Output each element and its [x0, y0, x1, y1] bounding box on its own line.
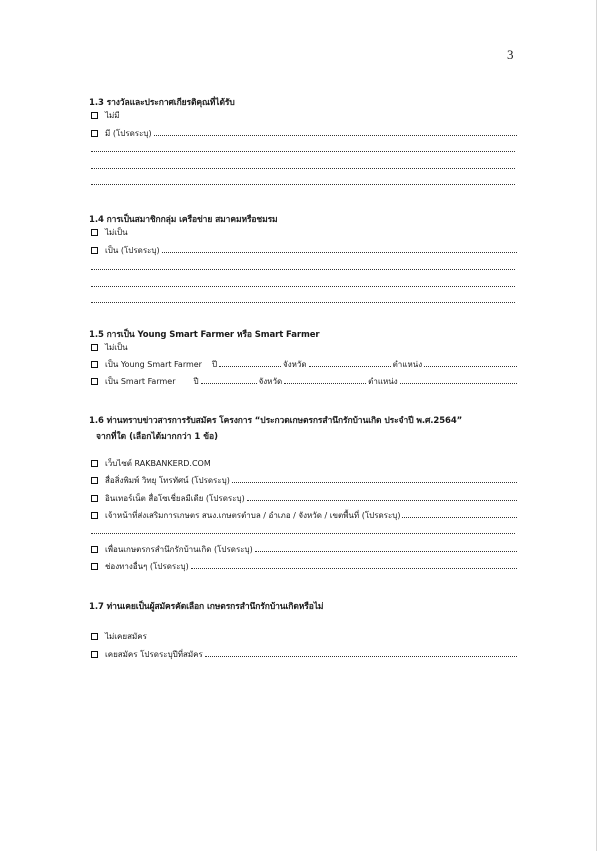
section-1-6-heading-cont: จากที่ใด (เลือกได้มากกว่า 1 ข้อ)	[96, 432, 219, 442]
fill-line[interactable]	[154, 135, 517, 136]
checkbox[interactable]	[91, 247, 98, 254]
section-1-3-option-none[interactable]	[91, 109, 517, 121]
year-label: ปี	[211, 360, 218, 369]
option-label: ไม่มี	[105, 111, 120, 120]
section-1-5-option-ysf[interactable]	[91, 358, 517, 370]
option-label: เป็น (โปรดระบุ)	[105, 246, 160, 255]
option-label: เว็บไซต์ RAKBANKERD.COM	[105, 459, 211, 468]
section-1-6-option-website[interactable]	[91, 457, 517, 469]
fill-line[interactable]	[232, 482, 517, 483]
checkbox[interactable]	[91, 633, 98, 640]
year-fill[interactable]	[219, 366, 281, 367]
fill-line[interactable]	[91, 269, 515, 270]
page-edge	[596, 0, 597, 851]
section-1-5-heading: 1.5 การเป็น Young Smart Farmer หรือ Smart Farmer	[89, 330, 320, 340]
fill-line[interactable]	[205, 656, 517, 657]
section-1-3-heading: 1.3 รางวัลและประกาศเกียรติคุณที่ได้รับ	[89, 98, 235, 108]
option-label: สื่อสิ่งพิมพ์ วิทยุ โทรทัศน์ (โปรดระบุ)	[105, 476, 230, 485]
option-label: เคยสมัคร โปรดระบุปีที่สมัคร	[105, 650, 203, 659]
option-label: มี (โปรดระบุ)	[105, 129, 152, 138]
option-label: เจ้าหน้าที่ส่งเสริมการเกษตร สนง.เกษตรตำบล / อำเภอ / จังหวัด / เขตพื้นที่ (โปรดระบุ)	[105, 511, 401, 520]
year-label: ปี	[193, 377, 199, 386]
checkbox[interactable]	[91, 229, 98, 236]
checkbox[interactable]	[91, 512, 98, 519]
checkbox[interactable]	[91, 130, 98, 137]
section-1-6-option-print[interactable]	[91, 474, 517, 486]
option-label: เป็น Young Smart Farmer	[105, 360, 202, 369]
fill-line[interactable]	[191, 568, 517, 569]
fill-line[interactable]	[91, 286, 515, 287]
position-label: ตำแหน่ง	[392, 360, 423, 369]
section-1-6-option-officer[interactable]	[91, 509, 517, 521]
option-label: ไม่เคยสมัคร	[105, 632, 147, 641]
section-1-6-option-other[interactable]	[91, 560, 517, 572]
checkbox[interactable]	[91, 546, 98, 553]
position-fill[interactable]	[424, 366, 517, 367]
position-label: ตำแหน่ง	[368, 377, 398, 386]
fill-line[interactable]	[247, 500, 517, 501]
section-1-7-heading: 1.7 ท่านเคยเป็นผู้สมัครคัดเลือก เกษตรกรสำนึกรักบ้านเกิดหรือไม่	[89, 602, 324, 612]
option-label: เป็น Smart Farmer	[105, 377, 176, 386]
option-label: เพื่อนเกษตรกรสำนึกรักบ้านเกิด (โปรดระบุ)	[105, 545, 253, 554]
section-1-5-option-sf[interactable]	[91, 375, 517, 387]
option-label: อินเทอร์เน็ต สื่อโซเชี่ยลมีเดีย (โปรดระบุ)	[105, 494, 245, 503]
section-1-4-option-no[interactable]	[91, 226, 517, 238]
checkbox[interactable]	[91, 477, 98, 484]
province-label: จังหวัด	[283, 360, 307, 369]
fill-line[interactable]	[91, 168, 515, 169]
section-1-6-option-friend[interactable]	[91, 543, 517, 555]
option-label: ไม่เป็น	[105, 343, 128, 352]
province-fill[interactable]	[309, 366, 391, 367]
section-1-3-option-specify[interactable]	[91, 127, 517, 139]
fill-line[interactable]	[402, 517, 517, 518]
fill-line[interactable]	[162, 252, 517, 253]
section-1-7-option-never[interactable]	[91, 630, 517, 642]
section-1-4-option-yes[interactable]	[91, 244, 517, 256]
checkbox[interactable]	[91, 563, 98, 570]
checkbox[interactable]	[91, 378, 98, 385]
year-fill[interactable]	[201, 383, 257, 384]
fill-line[interactable]	[91, 151, 515, 152]
section-1-4-heading: 1.4 การเป็นสมาชิกกลุ่ม เครือข่าย สมาคมหรือชมรม	[89, 215, 278, 225]
checkbox[interactable]	[91, 361, 98, 368]
fill-line[interactable]	[91, 184, 515, 185]
checkbox[interactable]	[91, 495, 98, 502]
province-fill[interactable]	[284, 383, 366, 384]
checkbox[interactable]	[91, 112, 98, 119]
checkbox[interactable]	[91, 651, 98, 658]
checkbox[interactable]	[91, 344, 98, 351]
fill-line[interactable]	[255, 551, 517, 552]
checkbox[interactable]	[91, 460, 98, 467]
fill-line[interactable]	[91, 533, 515, 534]
option-label: ไม่เป็น	[105, 228, 128, 237]
section-1-7-option-applied[interactable]	[91, 648, 517, 660]
province-label: จังหวัด	[258, 377, 283, 386]
section-1-6-option-internet[interactable]	[91, 492, 517, 504]
fill-line[interactable]	[91, 302, 515, 303]
position-fill[interactable]	[400, 383, 517, 384]
page-number: 3	[507, 47, 514, 62]
option-label: ช่องทางอื่นๆ (โปรดระบุ)	[105, 562, 189, 571]
section-1-6-heading: 1.6 ท่านทราบข่าวสารการรับสมัคร โครงการ “ประกวดเกษตรกรสำนึกรักบ้านเกิด ประจำปี พ.ศ.2564”	[89, 416, 463, 426]
section-1-5-option-no[interactable]	[91, 341, 517, 353]
